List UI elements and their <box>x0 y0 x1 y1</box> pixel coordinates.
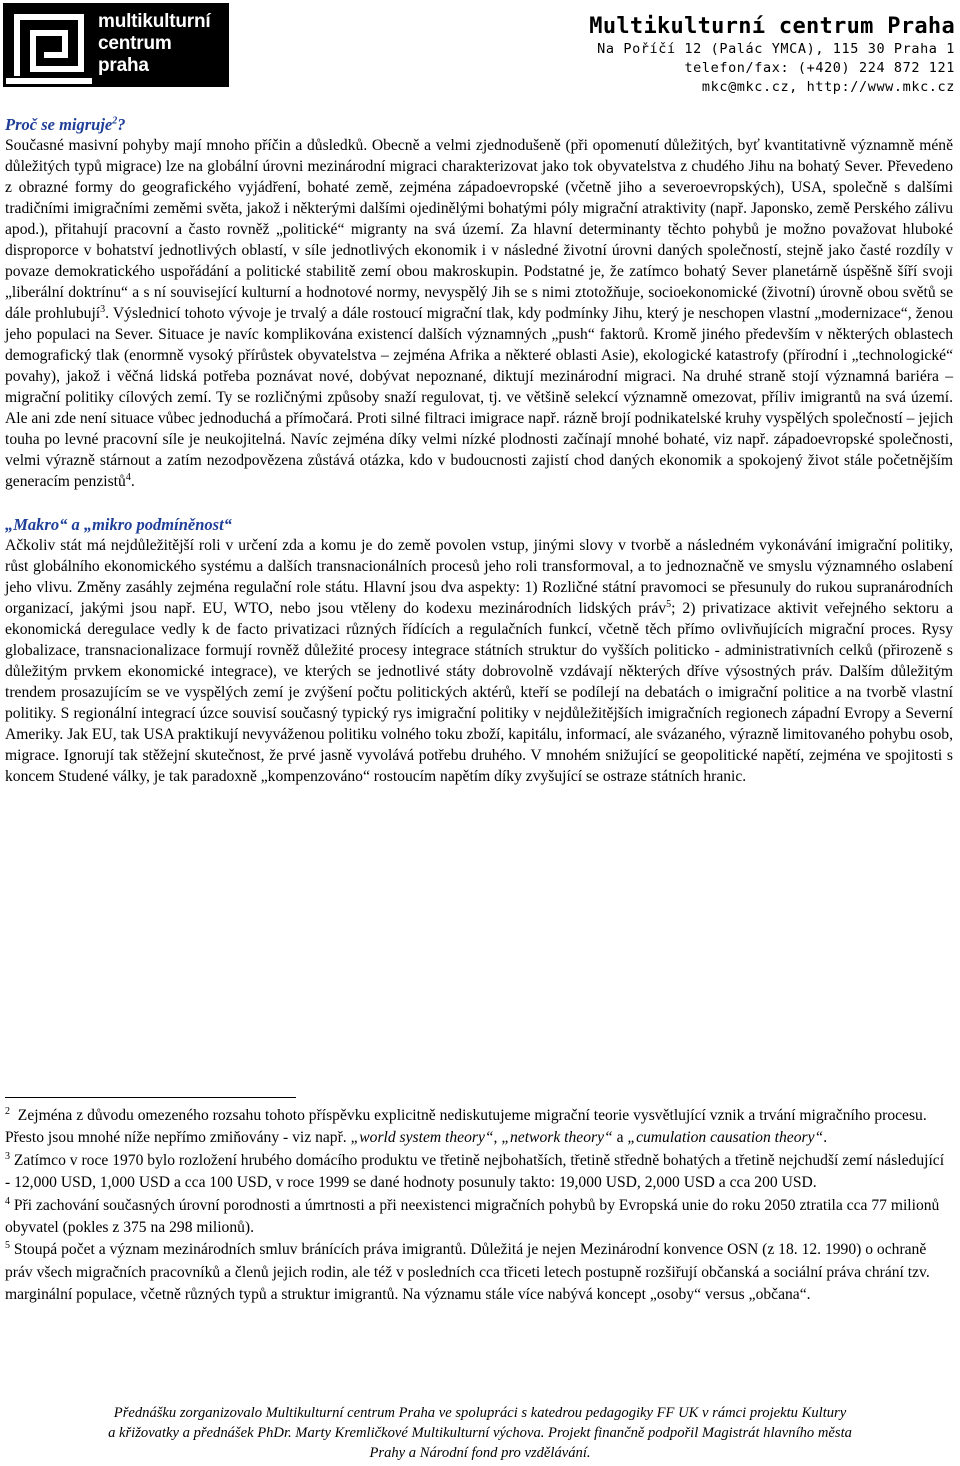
logo-line-2: centrum <box>98 33 172 54</box>
organization-name: Multikulturní centrum Praha <box>589 14 955 39</box>
logo-line-3: praha <box>98 55 149 76</box>
logo-wordmark <box>98 11 228 77</box>
footnote-ref-2[interactable]: 2 <box>112 115 118 127</box>
footnote-ref-3[interactable]: 3 <box>100 303 106 315</box>
footer-line-2: a křižovatky a přednášek PhDr. Marty Kremličkové Multikulturní výchova. Projekt finančně podpořil Magistrát hlavního města <box>108 1425 852 1441</box>
article-body <box>5 114 953 787</box>
organization-logo <box>3 3 229 87</box>
footnote-separator <box>5 1097 296 1098</box>
footnote-ref-5[interactable]: 5 <box>666 598 672 610</box>
footnote-ref-4[interactable]: 4 <box>125 471 131 483</box>
organization-address: Na Poříčí 12 (Palác YMCA), 115 30 Praha 1 <box>597 41 955 57</box>
logo-line-1: multikulturní <box>98 11 211 32</box>
footnote-2: $^2$ Zejména z důvodu omezeného rozsahu tohoto příspěvku explicitně nediskutujeme migrační teorie vysvětlující vznik a trvání migračního procesu. Přesto jsou mnohé níže nepřímo zmiňovány - viz např. „world system theory“, „network theory“ a „cumulation causation theory“. <box>5 1105 927 1147</box>
footer-line-3: Prahy a Národní fond pro vzdělávání. <box>369 1445 591 1461</box>
letterhead <box>0 0 960 110</box>
footnote-5: $^5$ Stoupá počet a význam mezinárodních smluv bránících práva imigrantů. Důležitá je nejen Mezinárodní konvence OSN (z 18. 12. 1990) o ochraně práv všech migračních pracovníků a členů jejich rodin, ale též v posledních cca třiceti letech postupně rozšiřují občanská a sociální práva chrání tzv. marginální populace, včetně různých typů a struktur imigrantů. Na významu stále více nabývá koncept „osoby“ versus „občana“. <box>5 1240 930 1304</box>
organization-contact <box>589 14 955 97</box>
paragraph-why-migrate: Současné masivní pohyby mají mnoho příčin a důsledků. Obecně a velmi zjednodušeně (při opomenutí důležitých, byť kvantitativně významně méně důležitých typů migrace) lze na globální úrovni mezinárodní migraci charakterizovat jako tok obyvatelstva z chudého Jihu na bohatý Sever. Převedeno z obrazné formy do geografického vyjádření, bohaté země, zejména západoevropské (včetně jiho a severoevropských), USA, společně s dalšími tradičními imigračními zeměmi světa, jakož i některými dalšími ojedinělými bohatými póly migrační atraktivity (např. Japonsko, země Perského zálivu apod.), přitahují pracovní a často rovněž „politické“ migranty na svá území. Za hlavní determinanty těchto pohybů je možno považovat hluboké disproporce v bohatství jednotlivých oblastí, v síle jednotlivých ekonomik i v následné životní úrovni daných společností, stejně jako časté rozdíly v povaze demokratického uspořádání a politické stabilitě zemí obou makroskupin. Podstatné je, že zatímco bohatý Sever planetárně úspěšně šíří svoji „liberální doktrínu“ a s ní související kulturní a hodnotové normy, nevyspělý Jih se s nimi ztotožňuje, socioekonomické (životní) úrovně obou světů se dále prohlubují$^3$. Výslednicí tohoto vývoje je trvalý a dále rostoucí migrační tlak, kdy podmínky Jihu, který je neschopen vlastní „modernizace“, ženou jeho populaci na Sever. Situace je navíc komplikována existencí dalších významných „push“ faktorů. Kromě jiného především v některých oblastech demografický tlak (enormně vysoký přírůstek obyvatelstva – zejména Afrika a některé oblasti Asie), ekologické katastrofy (přírodní i „technologické“ povahy), jakož i věčná lidská potřeba poznávat nové, dobývat nepoznané, diktují mezinárodní migraci. Na druhé straně stojí významná bariéra – migrační politiky cílových zemí. Ty se rozličnými způsoby snaží regulovat, tj. ve většině selekcí významně omezovat, příliv imigrantů na svá území. Ale ani zde není situace vůbec jednoduchá a přímočará. Proti silné filtraci imigrace např. rázně brojí podnikatelské kruhy vyspělých společností – jejich touha po levné pracovní síle je neukojitelná. Navíc zejména díky velmi nízké plodnosti začínají mnohé bohaté, viz např. západoevropské společnosti, velmi výrazně stárnout a zatím nezodpovězena zůstává otázka, kdo v budoucnosti zajistí chod daných ekonomik a spokojený život stále početnějším generacím penzistů$^4$. <box>5 137 953 490</box>
organization-web[interactable]: mkc@mkc.cz, http://www.mkc.cz <box>701 79 955 95</box>
footnotes <box>5 1105 950 1307</box>
footnote-3: $^3$ Zatímco v roce 1970 bylo rozložení hrubého domácího produktu ve třetině nejbohatších, třetině středně bohatých a třetině nejchudší zemí následující - 12,000 USD, 1,000 USD a cca 100 USD, v roce 1999 se dané hodnoty posunuly takto: 19,000 USD, 2,000 USD a cca 200 USD. <box>5 1150 945 1192</box>
section-heading-why-migrate: Proč se migruje$^2$? <box>5 115 126 134</box>
section-heading-macro-micro: „Makro“ a „mikro podmíněnost“ <box>5 515 232 534</box>
paragraph-macro-micro: Ačkoliv stát má nejdůležitější roli v určení zda a komu je do země povolen vstup, jinými slovy v tvorbě a následném vykonávání imigrační politiky, růst globálního ekonomického systému a dalších transnacionálních procesů jeho roli transformoval, a to jednoznačně ve smyslu významného oslabení jeho vlivu. Změny zasáhly zejména regulační role státu. Hlavní jsou dva aspekty: 1) Rozličné státní pravomoci se přesunuly do rukou supranárodních organizací, jakými jsou např. EU, WTO, nebo jsou vtěleny do kodexu mezinárodních lidských práv$^5$; 2) privatizace aktivit veřejného sektoru a ekonomická deregulace vedly k de facto privatizaci různých řídících a regulačních funkcí, včetně těch přímo ovlivňujících migrační proces. Rysy globalizace, transnacionalizace formují rovněž důležité procesy integrace státních struktur do vyšších politicko - administrativních celků (přirozeně s důležitým prvkem ekonomické integrace), ve kterých se jednotlivé státy dobrovolně vzdávají některých dříve výsostných práv. Dalším důležitým trendem prosazujícím se ve vyspělých zemí je zvýšení počtu politických aktérů, kteří se podílejí na debatách o imigrační politice a na tvorbě vlastní politiky. S regionální integrací úzce souvisí současný typický rys imigrační politiky v nejdůležitějších imigračních regionech západní Evropy a Severní Ameriky. Jak EU, tak USA praktikují nevyváženou politiku volného toku zboží, kapitálu, informací, ale svázaného, výrazně limitovaného pohybu osob, migrace. Ignorují tak stěžejní skutečnost, že prvé jasně vyvolává potřebu druhého. V mnohém snižující se geopolitické napětí, zejména ve spojitosti s koncem Studené války, je tak paradoxně „kompenzováno“ rostoucím napětím díky zvyšující se ostraze státních hranic. <box>5 537 953 785</box>
footnote-4: $^4$ Při zachování současných úrovní porodnosti a úmrtnosti a při neexistenci migračních pohybů by Evropská unie do roku 2050 ztratila cca 77 milionů obyvatel (pokles z 375 na 298 milionů). <box>5 1195 940 1237</box>
organization-phone: telefon/fax: (+420) 224 872 121 <box>684 60 955 76</box>
page-footer <box>0 1403 960 1463</box>
footer-line-1: Přednášku zorganizovalo Multikulturní centrum Praha ve spolupráci s katedrou pedagogiky FF UK v rámci projektu Kultury <box>113 1405 847 1421</box>
spacer <box>5 492 953 514</box>
